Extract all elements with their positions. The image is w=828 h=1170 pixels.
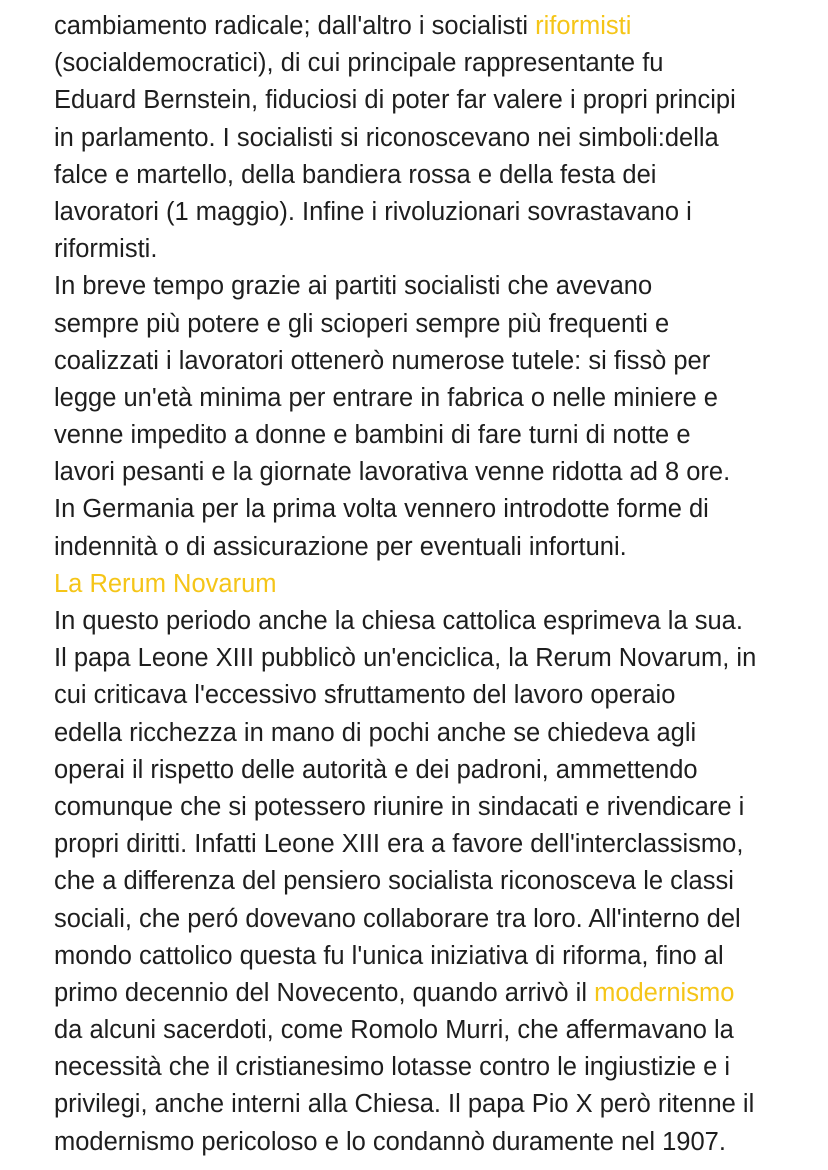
text-segment: Il papa Leone XIII pubblicò un'enciclica, la Rerum Novarum, in xyxy=(54,644,757,673)
text-line xyxy=(54,157,828,194)
text-line xyxy=(54,1086,828,1123)
text-line xyxy=(54,343,828,380)
text-line xyxy=(54,603,828,640)
text-line xyxy=(54,268,828,305)
text-segment: cui criticava l'eccessivo sfruttamento del lavoro operaio xyxy=(54,681,676,710)
text-segment: venne impedito a donne e bambini di fare turni di notte e xyxy=(54,421,691,450)
text-line xyxy=(54,529,828,566)
text-segment: In Germania per la prima volta vennero introdotte forme di xyxy=(54,495,709,524)
text-segment: cambiamento radicale; dall'altro i socialisti xyxy=(54,12,536,40)
text-line xyxy=(54,120,828,157)
text-segment: da alcuni sacerdoti, come Romolo Murri, che affermavano la xyxy=(54,1016,734,1045)
text-segment: in parlamento. I socialisti si riconoscevano nei simboli:della xyxy=(54,123,719,152)
text-line xyxy=(54,938,828,975)
text-line xyxy=(54,566,828,603)
text-line xyxy=(54,715,828,752)
text-segment: coalizzati i lavoratori ottenerò numerose tutele: si fissò per xyxy=(54,346,711,375)
text-line xyxy=(54,1124,828,1161)
text-segment: che a differenza del pensiero socialista riconosceva le classi xyxy=(54,867,734,896)
document-page xyxy=(54,8,828,1161)
text-line xyxy=(54,231,828,268)
text-line xyxy=(54,1012,828,1049)
text-segment: legge un'età minima per entrare in fabrica o nelle miniere e xyxy=(54,383,718,412)
text-line xyxy=(54,975,828,1012)
highlighted-term: La Rerum Novarum xyxy=(54,569,277,598)
highlighted-term: riformisti xyxy=(535,12,632,40)
text-segment: necessità che il cristianesimo lotasse contro le ingiustizie e i xyxy=(54,1053,731,1082)
text-segment: sociali, che peró dovevano collaborare tra loro. All'interno del xyxy=(54,904,741,933)
text-line xyxy=(54,306,828,343)
text-segment: In breve tempo grazie ai partiti socialisti che avevano xyxy=(54,272,653,301)
text-segment: operai il rispetto delle autorità e dei padroni, ammettendo xyxy=(54,755,698,784)
text-segment: privilegi, anche interni alla Chiesa. Il papa Pio X però ritenne il xyxy=(54,1090,755,1119)
text-segment: sempre più potere e gli scioperi sempre più frequenti e xyxy=(54,309,670,338)
text-segment: propri diritti. Infatti Leone XIII era a favore dell'interclassismo, xyxy=(54,830,744,859)
text-segment: falce e martello, della bandiera rossa e della festa dei xyxy=(54,160,657,189)
text-segment: indennità o di assicurazione per eventuali infortuni. xyxy=(54,532,627,561)
text-line xyxy=(54,677,828,714)
text-line xyxy=(54,417,828,454)
text-segment: comunque che si potessero riunire in sindacati e rivendicare i xyxy=(54,792,745,821)
text-line xyxy=(54,8,828,45)
text-line xyxy=(54,640,828,677)
text-line xyxy=(54,491,828,528)
text-line xyxy=(54,45,828,82)
text-segment: riformisti. xyxy=(54,235,158,264)
text-line xyxy=(54,380,828,417)
highlighted-term: modernismo xyxy=(594,978,735,1007)
text-segment: lavori pesanti e la giornate lavorativa venne ridotta ad 8 ore. xyxy=(54,458,731,487)
text-line xyxy=(54,901,828,938)
text-segment: primo decennio del Novecento, quando arrivò il xyxy=(54,978,595,1007)
text-segment: mondo cattolico questa fu l'unica iniziativa di riforma, fino al xyxy=(54,941,724,970)
text-line xyxy=(54,863,828,900)
text-line xyxy=(54,454,828,491)
text-segment: modernismo pericoloso e lo condannò duramente nel 1907. xyxy=(54,1127,726,1156)
text-segment: Eduard Bernstein, fiduciosi di poter far valere i propri principi xyxy=(54,86,736,115)
text-line xyxy=(54,1049,828,1086)
text-segment: (socialdemocratici), di cui principale rappresentante fu xyxy=(54,49,664,78)
text-line xyxy=(54,82,828,119)
text-segment: lavoratori (1 maggio). Infine i rivoluzionari sovrastavano i xyxy=(54,197,692,226)
text-segment: edella ricchezza in mano di pochi anche se chiedeva agli xyxy=(54,718,697,747)
text-line xyxy=(54,826,828,863)
text-segment: In questo periodo anche la chiesa cattolica esprimeva la sua. xyxy=(54,607,743,635)
text-line xyxy=(54,194,828,231)
text-line xyxy=(54,752,828,789)
text-line xyxy=(54,789,828,826)
